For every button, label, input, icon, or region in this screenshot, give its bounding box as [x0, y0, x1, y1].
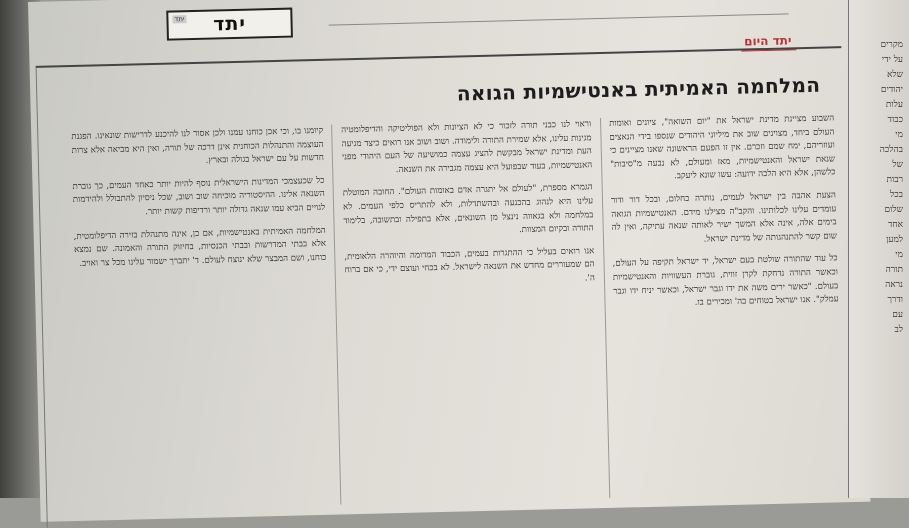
adjacent-line: בהלכה: [879, 145, 903, 155]
adjacent-line: רבות: [886, 175, 903, 185]
paragraph: אנו רואים בעליל כי ההתגרות בעמים, הכבוד המדומה והיוהרה הלאומית, הם שמעוררים מחדש את השנאה לישראל. לא בכחי ועוצם ידי, כי אם ברוח ה'.: [344, 245, 596, 284]
adjacent-line: תורה: [885, 265, 903, 275]
adjacent-page: [848, 0, 909, 498]
adjacent-line: מי: [895, 250, 903, 260]
adjacent-line: על ידי: [881, 55, 903, 65]
adjacent-line: מקרים: [880, 40, 903, 50]
masthead-mini-label: יתד: [174, 15, 185, 24]
adjacent-line: כבוד: [887, 115, 903, 125]
adjacent-line: עלות: [885, 100, 903, 110]
adjacent-line: לב: [894, 325, 903, 335]
paragraph: כל עוד שהתורה שולטת בעם ישראל, יד ישראל תקיפה על העולם, וכאשר התורה נדחקת לקרן זווית, גוברת העשוויות והאנטישמיות בעולם. "כאשר ירים משה את ידו וגבר ישראל, וכאשר יניח ידו וגבר עמלק". אנו ישראל בטוחים בה' ומכירים בו.: [612, 253, 839, 308]
masthead-logo: יתד: [212, 12, 247, 36]
adjacent-line: ודרך: [887, 295, 903, 305]
paragraph: קיומנו בו, וכי אכן כוחנו עמנו ולכן אסור לנו להיכנע לדרישות שונאינו. הפגנת העוצמה והתנהלות הכוחנית אינן דרכה של תורה, ואין היא מביאה אלא צרות חדשות על עם ישראל בגולה ובארץ.: [71, 125, 325, 166]
adjacent-line: למען: [886, 235, 903, 245]
adjacent-line: בכל: [890, 190, 903, 200]
article-headline: המלחמה האמיתית באנטישמיות הגואה: [456, 72, 821, 106]
adjacent-page-text: [855, 38, 903, 338]
adjacent-line: נראה: [885, 280, 903, 290]
paragraph: וראוי לנו כבני תורה לזכור כי לא הציונות ולא הפוליטיקה והדיפלומטיה מגינות עלינו, אלא שמירת התורה ולימודה. ושוב ושוב אנו רואים כיצד מגיעה העת ומדינת ישראל מבקשת להציג עצמה כמושיעה של העם היהודי מפני האנטישמיות, בעוד שבפועל היא עצמה מגבירה את השנאה.: [341, 119, 593, 175]
paragraph: הצעת אהבה בין ישראל לעמים, נותרה כחלום, ובכל דור ודור עומדים עלינו לכלותינו. והקב"ה מצילנו מידם. האנטישמיות הגואה בימים אלה, אינה אלא המשך ישיר לאותה שנאה עתיקה, ואין לה שום קשר להתנהגותה של מדינת ישראל.: [610, 190, 838, 245]
adjacent-line: אחד: [887, 220, 903, 230]
paragraph: הגמרא מספרת, "לעולם אל יתגרה אדם באומות העולם". החובה המוטלת עלינו היא לנהוג בהכנעה ובהשתדלות, ולא להתריס כלפי העמים. לא במלחמה ולא בגאווה נינצל מן השונאים, אלא בתפילה ובתשובה, בלימוד התורה ובקיום המצוות.: [342, 182, 594, 236]
newspaper-page: [28, 0, 870, 522]
adjacent-line: מי: [895, 130, 903, 140]
paragraph: המלחמה האמיתית באנטישמיות, אם כן, אינה מתנהלת בזירה הדיפלומטית, אלא בבתי המדרשות ובבתי הכנסיות, בחיזוק התורה והאמונה. שם נמצא כוחנו, ושם המבצר שלא ינוצח לעולם. ד' יתברך ישמור עלינו מכל צר ואויב.: [73, 225, 327, 269]
adjacent-line: שלום: [884, 205, 903, 215]
header-rule: [329, 13, 789, 25]
article-column-middle: [341, 118, 595, 301]
adjacent-line: יהודים: [880, 85, 903, 95]
paragraph: השבוע מציינת מדינת ישראל את "יום השואה", ציונים ואומות העולם ביחד, מצוינים שוב את מיליוני היהודים שנספו בידי הנאצים ועוזריהם, ימח שמם וזכרם. אין זו הפעם הראשונה שאנו מציינים כי שנאת ישראל והאנטישמיות, מאז ומעולם, לא נבעה מ"סיבות" כלשהן, אלא היא הלכה ידועה: עשו שונא ליעקב.: [609, 113, 836, 182]
article-column-left: [71, 125, 327, 280]
adjacent-line: של: [892, 160, 903, 170]
section-tag: יתד היום: [744, 33, 792, 49]
article-column-right: [609, 112, 839, 321]
paragraph: כל שכעצמכי המדינות הישראלית נוסף להיות יותר כאחד העמים, כך גוברת השנאה אלינו. ההיסטוריה מוכיחה שוב ושוב, שכל ניסיון להתבולל ולהידמות לגויים הביא עמו שנאה גדולה יותר ורדיפות קשות יותר.: [72, 175, 326, 218]
adjacent-line: שלא: [887, 70, 903, 80]
masthead: [166, 8, 293, 41]
adjacent-line: עם: [892, 310, 903, 320]
